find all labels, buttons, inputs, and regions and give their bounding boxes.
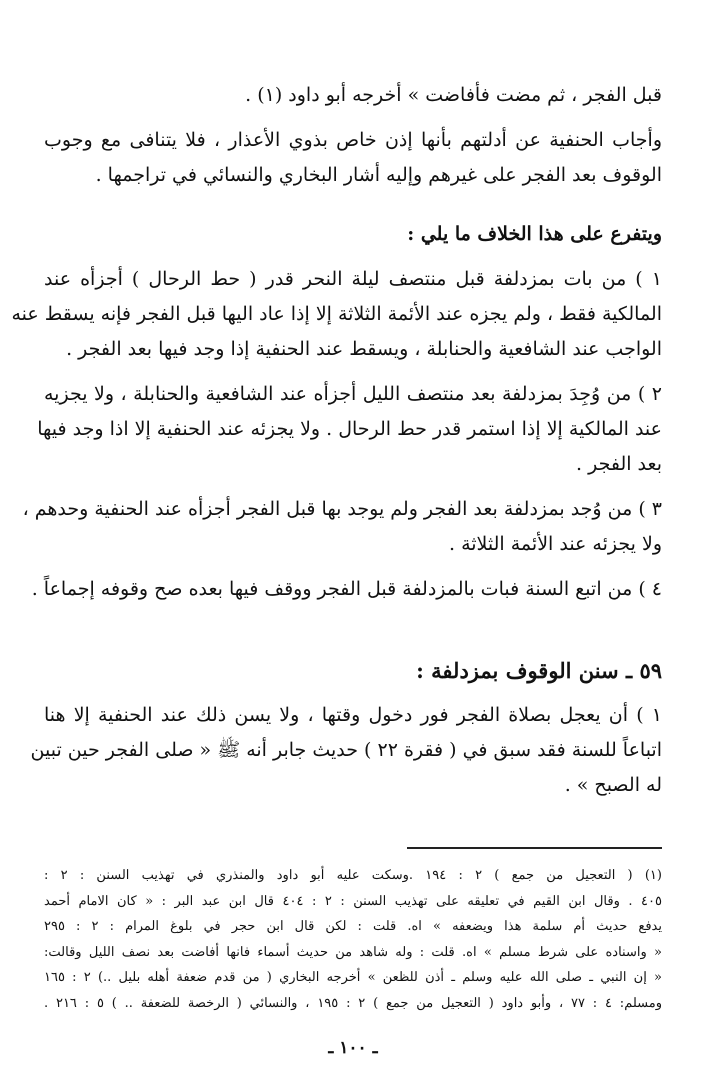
footnote-divider [407, 847, 662, 849]
list-item-line: ٢ ) من وُجِدَ بمزدلفة بعد منتصف الليل أجزأه عند الشافعية والحنابلة ، ولا يجزيه [44, 383, 662, 405]
footnote-line: يدفع حديث أم سلمة هذا ويضعفه » اه. قلت : لكن قال ابن حجر في بلوغ المرام : ٢ : ٢٩٥ [44, 919, 662, 934]
section-subheading: ويتفرع على هذا الخلاف ما يلي : [407, 223, 662, 245]
list-item-line: اتباعاً للسنة فقد سبق في ( فقرة ٢٢ ) حديث جابر أنه ﷺ « صلى الفجر حين تبين [30, 739, 662, 761]
footnote-line: (١) ( التعجيل من جمع ) ٢ : ١٩٤ .وسكت عليه أبو داود والمنذري في تهذيب السنن : ٢ : [44, 868, 662, 883]
list-item-line: عند المالكية إلا إذا استمر قدر حط الرحال . ولا يجزئه عند الحنفية إلا اذا وجد فيها [37, 418, 662, 440]
section-heading: ٥٩ ـ سنن الوقوف بمزدلفة : [416, 658, 662, 683]
list-item-line: بعد الفجر . [576, 453, 662, 475]
body-line: الوقوف بعد الفجر على غيرهم وإليه أشار البخاري والنسائي في تراجمها . [95, 164, 662, 186]
list-item-line: ٣ ) من وُجد بمزدلفة بعد الفجر ولم يوجد بها قبل الفجر أجزأه عند الحنفية وحدهم ، [22, 498, 662, 520]
list-item-line: ولا يجزئه عند الأئمة الثلاثة . [449, 533, 662, 555]
footnote-line: ٤٠٥ . وقال ابن القيم في تعليقه على تهذيب السنن : ٢ : ٤٠٤ قال ابن عبد البر : « كان الامام أحمد [44, 893, 662, 909]
list-item-line: الواجب عند الشافعية والحنابلة ، ويسقط عند الحنفية إذا وجد فيها بعد الفجر . [66, 338, 662, 360]
list-item-line: ٤ ) من اتبع السنة فبات بالمزدلفة قبل الفجر ووقف فيها بعده صح وقوفه إجماعاً . [31, 578, 662, 600]
footnote-line: « إن النبي ـ صلى الله عليه وسلم ـ أذن للظعن » أخرجه البخاري ( من قدم ضعفة أهله بليل ..) ٢ : ١٦٥ [44, 970, 662, 985]
footnote-line: ومسلم: ٤ : ٧٧ ، وأبو داود ( التعجيل من جمع ) ٢ : ١٩٥ ، والنسائي ( الرخصة للضعفة .. ) ٥ : ٢١٦ . [44, 995, 662, 1011]
footnote-line: « واسناده على شرط مسلم » اه. قلت : وله شاهد من حديث أسماء فانها أفاضت بعد نصف الليل وقالت: [44, 944, 662, 960]
body-line: قبل الفجر ، ثم مضت فأفاضت » أخرجه أبو داود (١) . [245, 84, 662, 106]
list-item-line: ١ ) من بات بمزدلفة قبل منتصف ليلة النحر قدر ( حط الرحال ) أجزأه عند [44, 268, 662, 290]
list-item-line: له الصبح » . [564, 774, 662, 796]
page-number: ـ ١٠٠ ـ [328, 1038, 378, 1058]
body-line: وأجاب الحنفية عن أدلتهم بأنها إذن خاص بذوي الأعذار ، فلا يتنافى مع وجوب [44, 129, 662, 151]
list-item-line: المالكية فقط ، ولم يجزه عند الأئمة الثلاثة إلا إذا عاد اليها قبل الفجر فإنه يسقط عنه [11, 303, 662, 325]
list-item-line: ١ ) أن يعجل بصلاة الفجر فور دخول وقتها ، ولا يسن ذلك عند الحنفية إلا هنا [44, 704, 662, 726]
